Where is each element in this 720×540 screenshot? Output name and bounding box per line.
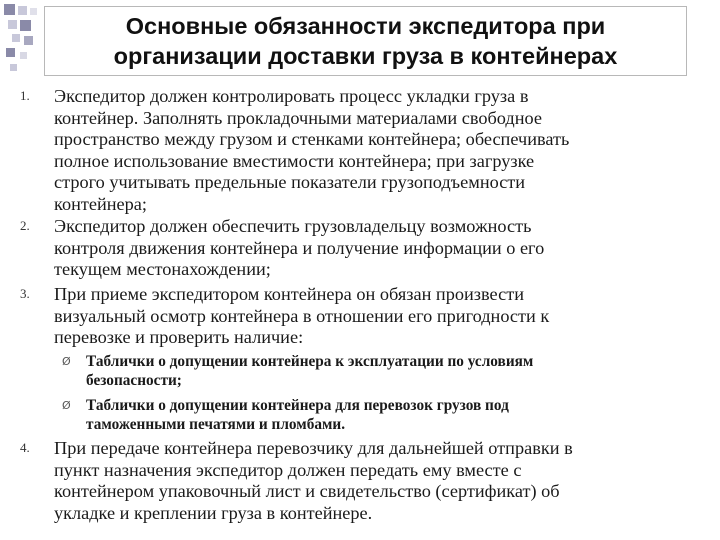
item-text	[54, 216, 694, 281]
arrow-bullet-icon: Ø	[62, 399, 71, 412]
decor-square	[12, 34, 20, 42]
text-line: Таблички о допущении контейнера к эксплуатации по условиям	[86, 353, 534, 370]
item-text	[54, 86, 694, 216]
item-number: 2.	[20, 218, 30, 233]
text-line: контейнер. Заполнять прокладочными материалами свободное	[54, 107, 542, 128]
text-line: При передаче контейнера перевозчику для дальнейшей отправки в	[54, 438, 573, 458]
item-number: 4.	[20, 440, 30, 455]
item-number: 3.	[20, 286, 30, 301]
item-text	[54, 284, 694, 349]
decor-square	[4, 4, 15, 15]
decor-square	[24, 36, 33, 45]
decor-square	[20, 20, 31, 31]
corner-decoration	[0, 0, 44, 84]
title-line: организации доставки груза в контейнерах	[113, 43, 618, 69]
text-line: пространство между грузом и стенками контейнера; обеспечивать	[54, 129, 570, 150]
text-line: контроля движения контейнера и получение информации о его	[54, 237, 545, 258]
text-line: полное использование вместимости контейнера; при загрузке	[54, 150, 535, 171]
text-line: контейнером упаковочный лист и свидетельство (сертификат) об	[54, 481, 560, 502]
sub-item-text	[86, 396, 696, 434]
text-line: Экспедитор должен обеспечить грузовладельцу возможность	[54, 216, 532, 236]
decor-square	[10, 64, 17, 71]
decor-square	[20, 52, 27, 59]
title-line: Основные обязанности экспедитора при	[125, 13, 606, 39]
text-line: пункт назначения экспедитор должен передать ему вместе с	[54, 459, 522, 480]
decor-square	[18, 6, 27, 15]
slide-title	[44, 6, 687, 76]
decor-square	[30, 8, 37, 15]
text-line: строго учитывать предельные показатели грузоподъемности	[54, 172, 526, 193]
item-number: 1.	[20, 88, 30, 103]
text-line: перевозке и проверить наличие:	[54, 327, 304, 348]
text-line: Таблички о допущении контейнера для перевозок грузов под	[86, 397, 509, 414]
text-line: укладке и креплении груза в контейнере.	[54, 502, 373, 523]
text-line: безопасности;	[86, 372, 182, 389]
text-line: текущем местонахождении;	[54, 259, 271, 280]
arrow-bullet-icon: Ø	[62, 355, 71, 368]
item-text	[54, 438, 694, 524]
text-line: При приеме экспедитором контейнера он обязан произвести	[54, 284, 524, 304]
decor-square	[8, 20, 17, 29]
text-line: таможенными печатями и пломбами.	[86, 416, 346, 433]
decor-square	[6, 48, 15, 57]
sub-item-text	[86, 352, 696, 390]
text-line: визуальный осмотр контейнера в отношении его пригодности к	[54, 305, 550, 326]
text-line: Экспедитор должен контролировать процесс укладки груза в	[54, 86, 529, 106]
text-line: контейнера;	[54, 193, 147, 214]
